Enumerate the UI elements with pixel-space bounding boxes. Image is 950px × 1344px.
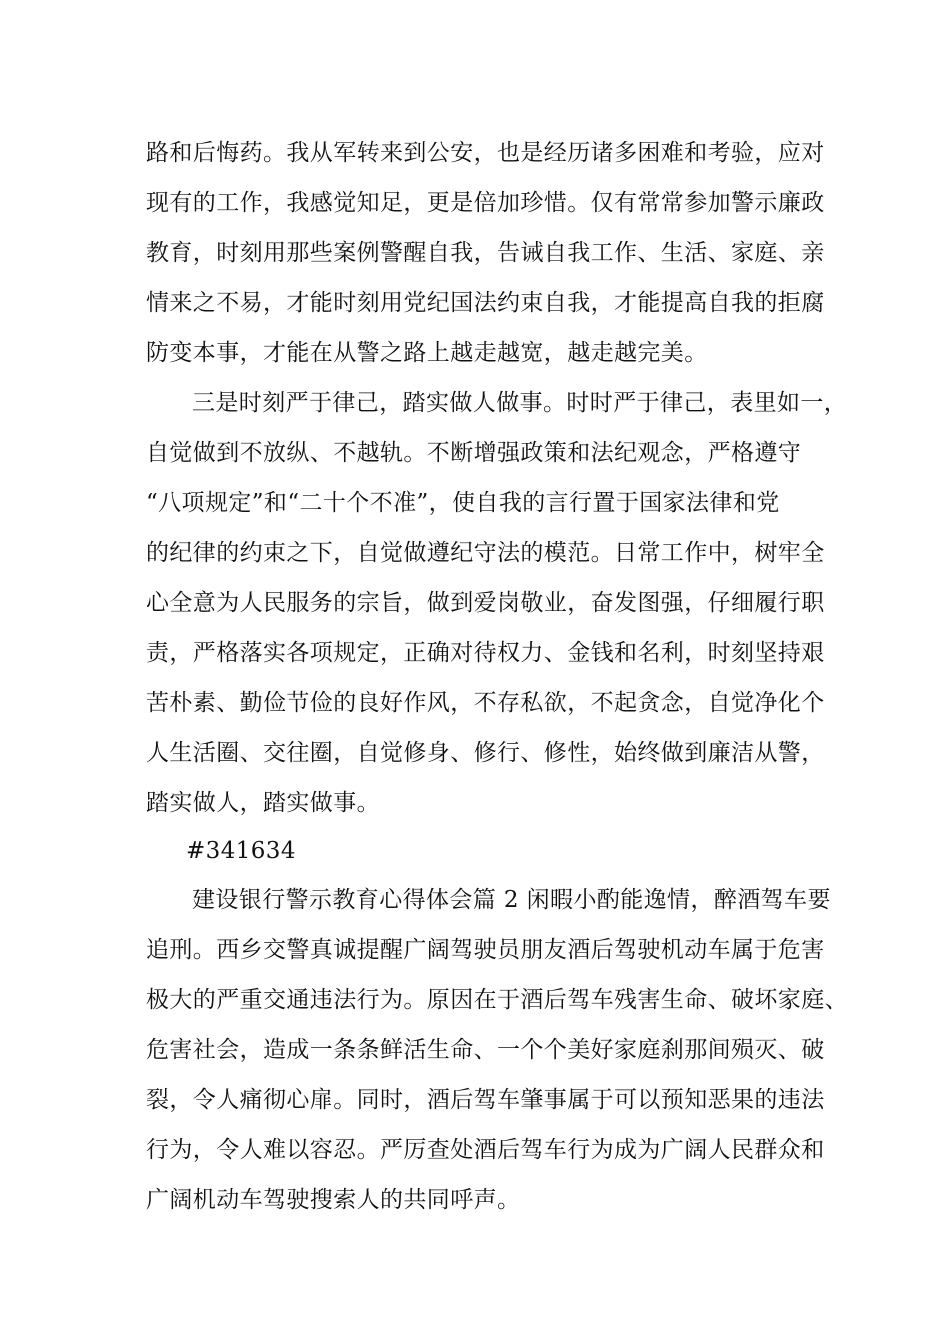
text-line: 追刑。西乡交警真诚提醒广阔驾驶员朋友酒后驾驶机动车属于危害 bbox=[146, 937, 825, 963]
text-line: 的纪律的约束之下，自觉做遵纪守法的模范。日常工作中，树牢全 bbox=[146, 540, 825, 566]
text-line: 三是时刻严于律己，踏实做人做事。时时严于律己，表里如一， bbox=[192, 390, 848, 416]
text-line: 苦朴素、勤俭节俭的良好作风，不存私欲，不起贪念，自觉净化个 bbox=[146, 690, 825, 716]
text-line: 行为，令人难以容忍。严厉查处酒后驾车行为成为广阔人民群众和 bbox=[146, 1137, 825, 1163]
text-line: 防变本事，才能在从警之路上越走越宽，越走越完美。 bbox=[146, 340, 708, 366]
text-line: 建设银行警示教育心得体会篇 2 闲暇小酌能逸情，醉酒驾车要 bbox=[192, 887, 831, 913]
text-line: 广阔机动车驾驶搜索人的共同呼声。 bbox=[146, 1187, 521, 1213]
text-line: 心全意为人民服务的宗旨，做到爱岗敬业，奋发图强，仔细履行职 bbox=[146, 590, 825, 616]
text-line: 现有的工作，我感觉知足，更是倍加珍惜。仅有常常参加警示廉政 bbox=[146, 190, 825, 216]
text-line: 人生活圈、交往圈，自觉修身、修行、修性，始终做到廉洁从警， bbox=[146, 740, 825, 766]
text-line: “八项规定”和“二十个不准”，使自我的言行置于国家法律和党 bbox=[146, 490, 780, 516]
text-line: 自觉做到不放纵、不越轨。不断增强政策和法纪观念，严格遵守 bbox=[146, 440, 802, 466]
text-line: 情来之不易，才能时刻用党纪国法约束自我，才能提高自我的拒腐 bbox=[146, 290, 825, 316]
text-line: 危害社会，造成一条条鲜活生命、一个个美好家庭刹那间殒灭、破 bbox=[146, 1037, 825, 1063]
text-line: 路和后悔药。我从军转来到公安，也是经历诸多困难和考验，应对 bbox=[146, 140, 825, 166]
text-line: 教育，时刻用那些案例警醒自我，告诫自我工作、生活、家庭、亲 bbox=[146, 240, 825, 266]
text-line: 踏实做人，踏实做事。 bbox=[146, 790, 380, 816]
text-line: 责，严格落实各项规定，正确对待权力、金钱和名利，时刻坚持艰 bbox=[146, 640, 825, 666]
text-line: 裂，令人痛彻心扉。同时，酒后驾车肇事属于可以预知恶果的违法 bbox=[146, 1087, 825, 1113]
text-line: 极大的严重交通违法行为。原因在于酒后驾车残害生命、破坏家庭、 bbox=[146, 987, 848, 1013]
document-id: #341634 bbox=[186, 838, 296, 864]
